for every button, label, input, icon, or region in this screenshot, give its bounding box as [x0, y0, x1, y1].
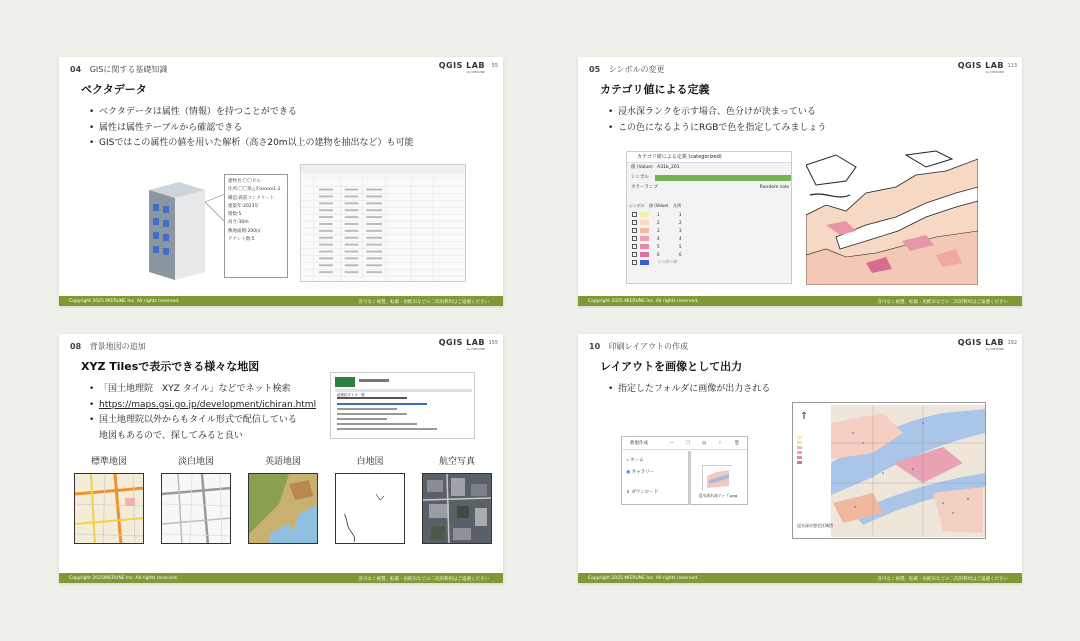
section-header	[589, 341, 688, 352]
explorer-nav	[626, 455, 658, 499]
bullet-item	[89, 398, 316, 414]
color-swatch[interactable]	[640, 252, 649, 257]
section-title: 印刷レイアウトの作成	[608, 342, 689, 351]
tile-image-pale	[161, 473, 231, 544]
tile-label: 白地図	[356, 457, 384, 467]
checkbox[interactable]	[632, 236, 637, 241]
slide-title: XYZ Tilesで表示できる様々な地図	[81, 360, 260, 373]
home-icon: ⌂	[626, 458, 629, 463]
section-number: 10	[589, 342, 601, 351]
categorized-dialog	[626, 151, 792, 284]
slide-title: カテゴリ値による定義	[600, 83, 710, 96]
bullet-list	[89, 382, 316, 444]
symbol-row-item: 6 6	[629, 250, 709, 258]
nav-gallery[interactable]: ▣ ギャラリー	[626, 470, 655, 475]
symbol-row-item: 2 2	[629, 218, 709, 226]
bullet-item: • 指定したフォルダに画像が出力される	[608, 382, 770, 398]
checkbox[interactable]	[632, 212, 637, 217]
slide-footer	[59, 573, 503, 583]
footer-notice: 許可なく複製、転載・再配布などの二次的利用はご遠慮ください	[358, 299, 489, 305]
tile-blank	[334, 454, 406, 544]
page-number: 192	[1007, 340, 1017, 346]
section-number: 08	[70, 342, 82, 351]
symbol-list	[629, 202, 709, 266]
tile-english	[247, 454, 319, 544]
explorer-toolbar	[622, 437, 747, 450]
slide-categorized[interactable]	[578, 57, 1022, 306]
bullet-list	[89, 105, 414, 152]
bullet-item: • GISではこの属性の値を用いた解析（高さ20m以上の建物を抽出など）も可能	[89, 136, 414, 152]
attribute-table-screenshot	[300, 164, 466, 282]
cut-icon[interactable]: ✂	[670, 441, 674, 446]
paste-icon[interactable]: ▤	[702, 441, 707, 446]
section-title: GISに関する基礎知識	[89, 65, 168, 74]
qgis-lab-logo: QGIS LAB by MIERUNE	[957, 338, 1004, 351]
slide-vector-data[interactable]	[59, 57, 503, 306]
section-header	[70, 341, 146, 352]
bullet-item: • この色になるようにRGBで色を指定してみましょう	[608, 121, 826, 137]
nav-downloads[interactable]: ⬇ ダウンロード	[626, 490, 659, 495]
section-number: 04	[70, 65, 82, 74]
section-number: 05	[589, 65, 601, 74]
page-number: 55	[491, 63, 498, 69]
nav-home[interactable]: ⌂ ホーム	[626, 458, 644, 463]
qgis-lab-logo: QGIS LAB by MIERUNE	[438, 61, 485, 74]
tile-gallery	[73, 454, 493, 544]
bullet-item: • 属性は属性テーブルから確認できる	[89, 121, 414, 137]
bullet-item: • 国土地理院以外からもタイル形式で配信している	[89, 413, 316, 429]
bullet-list	[608, 105, 826, 136]
value-row: 値 (Value) A31b_201	[631, 165, 680, 170]
copyright: Copyright 2025 MIERUNE Inc. All rights reserved.	[588, 575, 699, 581]
download-icon: ⬇	[626, 490, 630, 495]
gsi-page-heading: 地理院タイル一覧	[337, 393, 365, 397]
north-arrow-icon: ⇑	[800, 411, 809, 422]
dialog-header: カテゴリ値による定義 (categorized)	[627, 152, 791, 163]
tile-standard	[73, 454, 145, 544]
symbol-row: シンボル	[627, 173, 791, 183]
explorer-scrollbar[interactable]	[688, 451, 691, 505]
section-header	[70, 64, 167, 75]
page-number: 113	[1007, 63, 1017, 69]
checkbox[interactable]	[632, 220, 637, 225]
exported-layout-image	[792, 402, 986, 539]
copy-icon[interactable]: ❐	[686, 441, 691, 446]
color-swatch[interactable]	[640, 236, 649, 241]
checkbox[interactable]	[632, 252, 637, 257]
tile-label: 淡白地図	[177, 457, 214, 467]
color-ramp-row: カラーランプ Random colo	[631, 185, 789, 190]
file-explorer-window	[621, 436, 748, 505]
bullet-item: • ベクタデータは属性（情報）を持つことができる	[89, 105, 414, 121]
section-title: 背景地図の追加	[89, 342, 146, 351]
symbol-preview	[655, 175, 791, 181]
new-button[interactable]: 新規作成	[630, 441, 648, 446]
section-header	[589, 64, 665, 75]
bullet-item: • 浸水深ランクを示す場合、色分けが決まっている	[608, 105, 826, 121]
tile-image-blank	[335, 473, 405, 544]
layout-title: 浸水深水想定区域図	[797, 523, 833, 528]
color-swatch[interactable]	[640, 244, 649, 249]
checkbox[interactable]	[632, 260, 637, 265]
tile-aerial	[421, 454, 493, 544]
copyright: Copyright 2025 MIERUNE Inc. All rights reserved.	[69, 298, 180, 304]
symbol-list-header: シンボル 値 (Value) 凡例	[629, 203, 681, 208]
flood-depth-map	[806, 145, 978, 285]
tile-image-english	[248, 473, 318, 544]
footer-notice: 許可なく複製、転載・再配布などの二次的利用はご遠慮ください	[877, 576, 1008, 582]
slide-layout-export[interactable]	[578, 334, 1022, 583]
tile-label: 英語地図	[264, 457, 301, 467]
color-swatch[interactable]	[640, 260, 649, 265]
gsi-tile-list-screenshot	[330, 372, 475, 439]
symbol-row-item: その他の値	[629, 258, 709, 266]
gsi-tile-link[interactable]: https://maps.gsi.go.jp/development/ichiran.html	[99, 399, 317, 410]
copyright: Copyright 2025MIERUNE Inc. All rights reserved.	[69, 575, 179, 581]
tile-image-standard	[74, 473, 144, 544]
checkbox[interactable]	[632, 228, 637, 233]
tile-image-aerial	[422, 473, 492, 544]
tile-label: 航空写真	[438, 457, 475, 467]
file-thumbnail[interactable]	[702, 465, 732, 491]
checkbox[interactable]	[632, 244, 637, 249]
symbol-row-item: 4 4	[629, 234, 709, 242]
section-title: シンボルの変更	[608, 65, 665, 74]
color-swatch[interactable]	[640, 220, 649, 225]
delete-icon[interactable]: 🗑	[734, 441, 740, 446]
share-icon[interactable]: ⇪	[718, 441, 722, 446]
slide-footer	[578, 573, 1022, 583]
slide-xyz-tiles[interactable]	[59, 334, 503, 583]
symbol-row-item: 1 1	[629, 210, 709, 218]
color-swatch[interactable]	[640, 212, 649, 217]
footer-notice: 許可なく複製、転載・再配布などの二次的利用はご遠慮ください	[877, 299, 1008, 305]
bullet-list	[608, 382, 770, 398]
slide-footer	[59, 296, 503, 306]
page-number: 155	[488, 340, 498, 346]
slide-title: ベクタデータ	[81, 83, 147, 96]
tile-pale	[160, 454, 232, 544]
qgis-lab-logo: QGIS LAB by MIERUNE	[957, 61, 1004, 74]
tile-label: 標準地図	[90, 457, 127, 467]
file-name: 浸水深水深マップ.png	[698, 493, 738, 498]
footer-notice: 許可なく複製、転載・再配布などの二次的利用はご遠慮ください	[358, 576, 489, 582]
symbol-row-item: 5 5	[629, 242, 709, 250]
slide-title: レイアウトを画像として出力	[600, 360, 743, 373]
bullet-continuation: 地図もあるので、探してみると良い	[99, 430, 243, 441]
gallery-icon: ▣	[626, 470, 631, 475]
gsi-page-image	[331, 373, 476, 440]
symbol-row-item: 3 3	[629, 226, 709, 234]
qgis-lab-logo: QGIS LAB by MIERUNE	[438, 338, 485, 351]
slide-footer	[578, 296, 1022, 306]
copyright: Copyright 2025 MIERUNE Inc. All rights reserved.	[588, 298, 699, 304]
attribute-callout: 建物名:〇〇ビル 住所:〇〇県△市xxxxx1-2 構造:鉄筋コンクリート 建築年:2023年 階数:5 高さ:30m 敷地面積:200㎡ テナント数:5	[224, 174, 288, 278]
bullet-item: • 「国土地理院 XYZ タイル」などでネット検索	[89, 382, 316, 398]
layout-map	[793, 403, 987, 540]
color-swatch[interactable]	[640, 228, 649, 233]
layout-legend	[797, 435, 831, 465]
